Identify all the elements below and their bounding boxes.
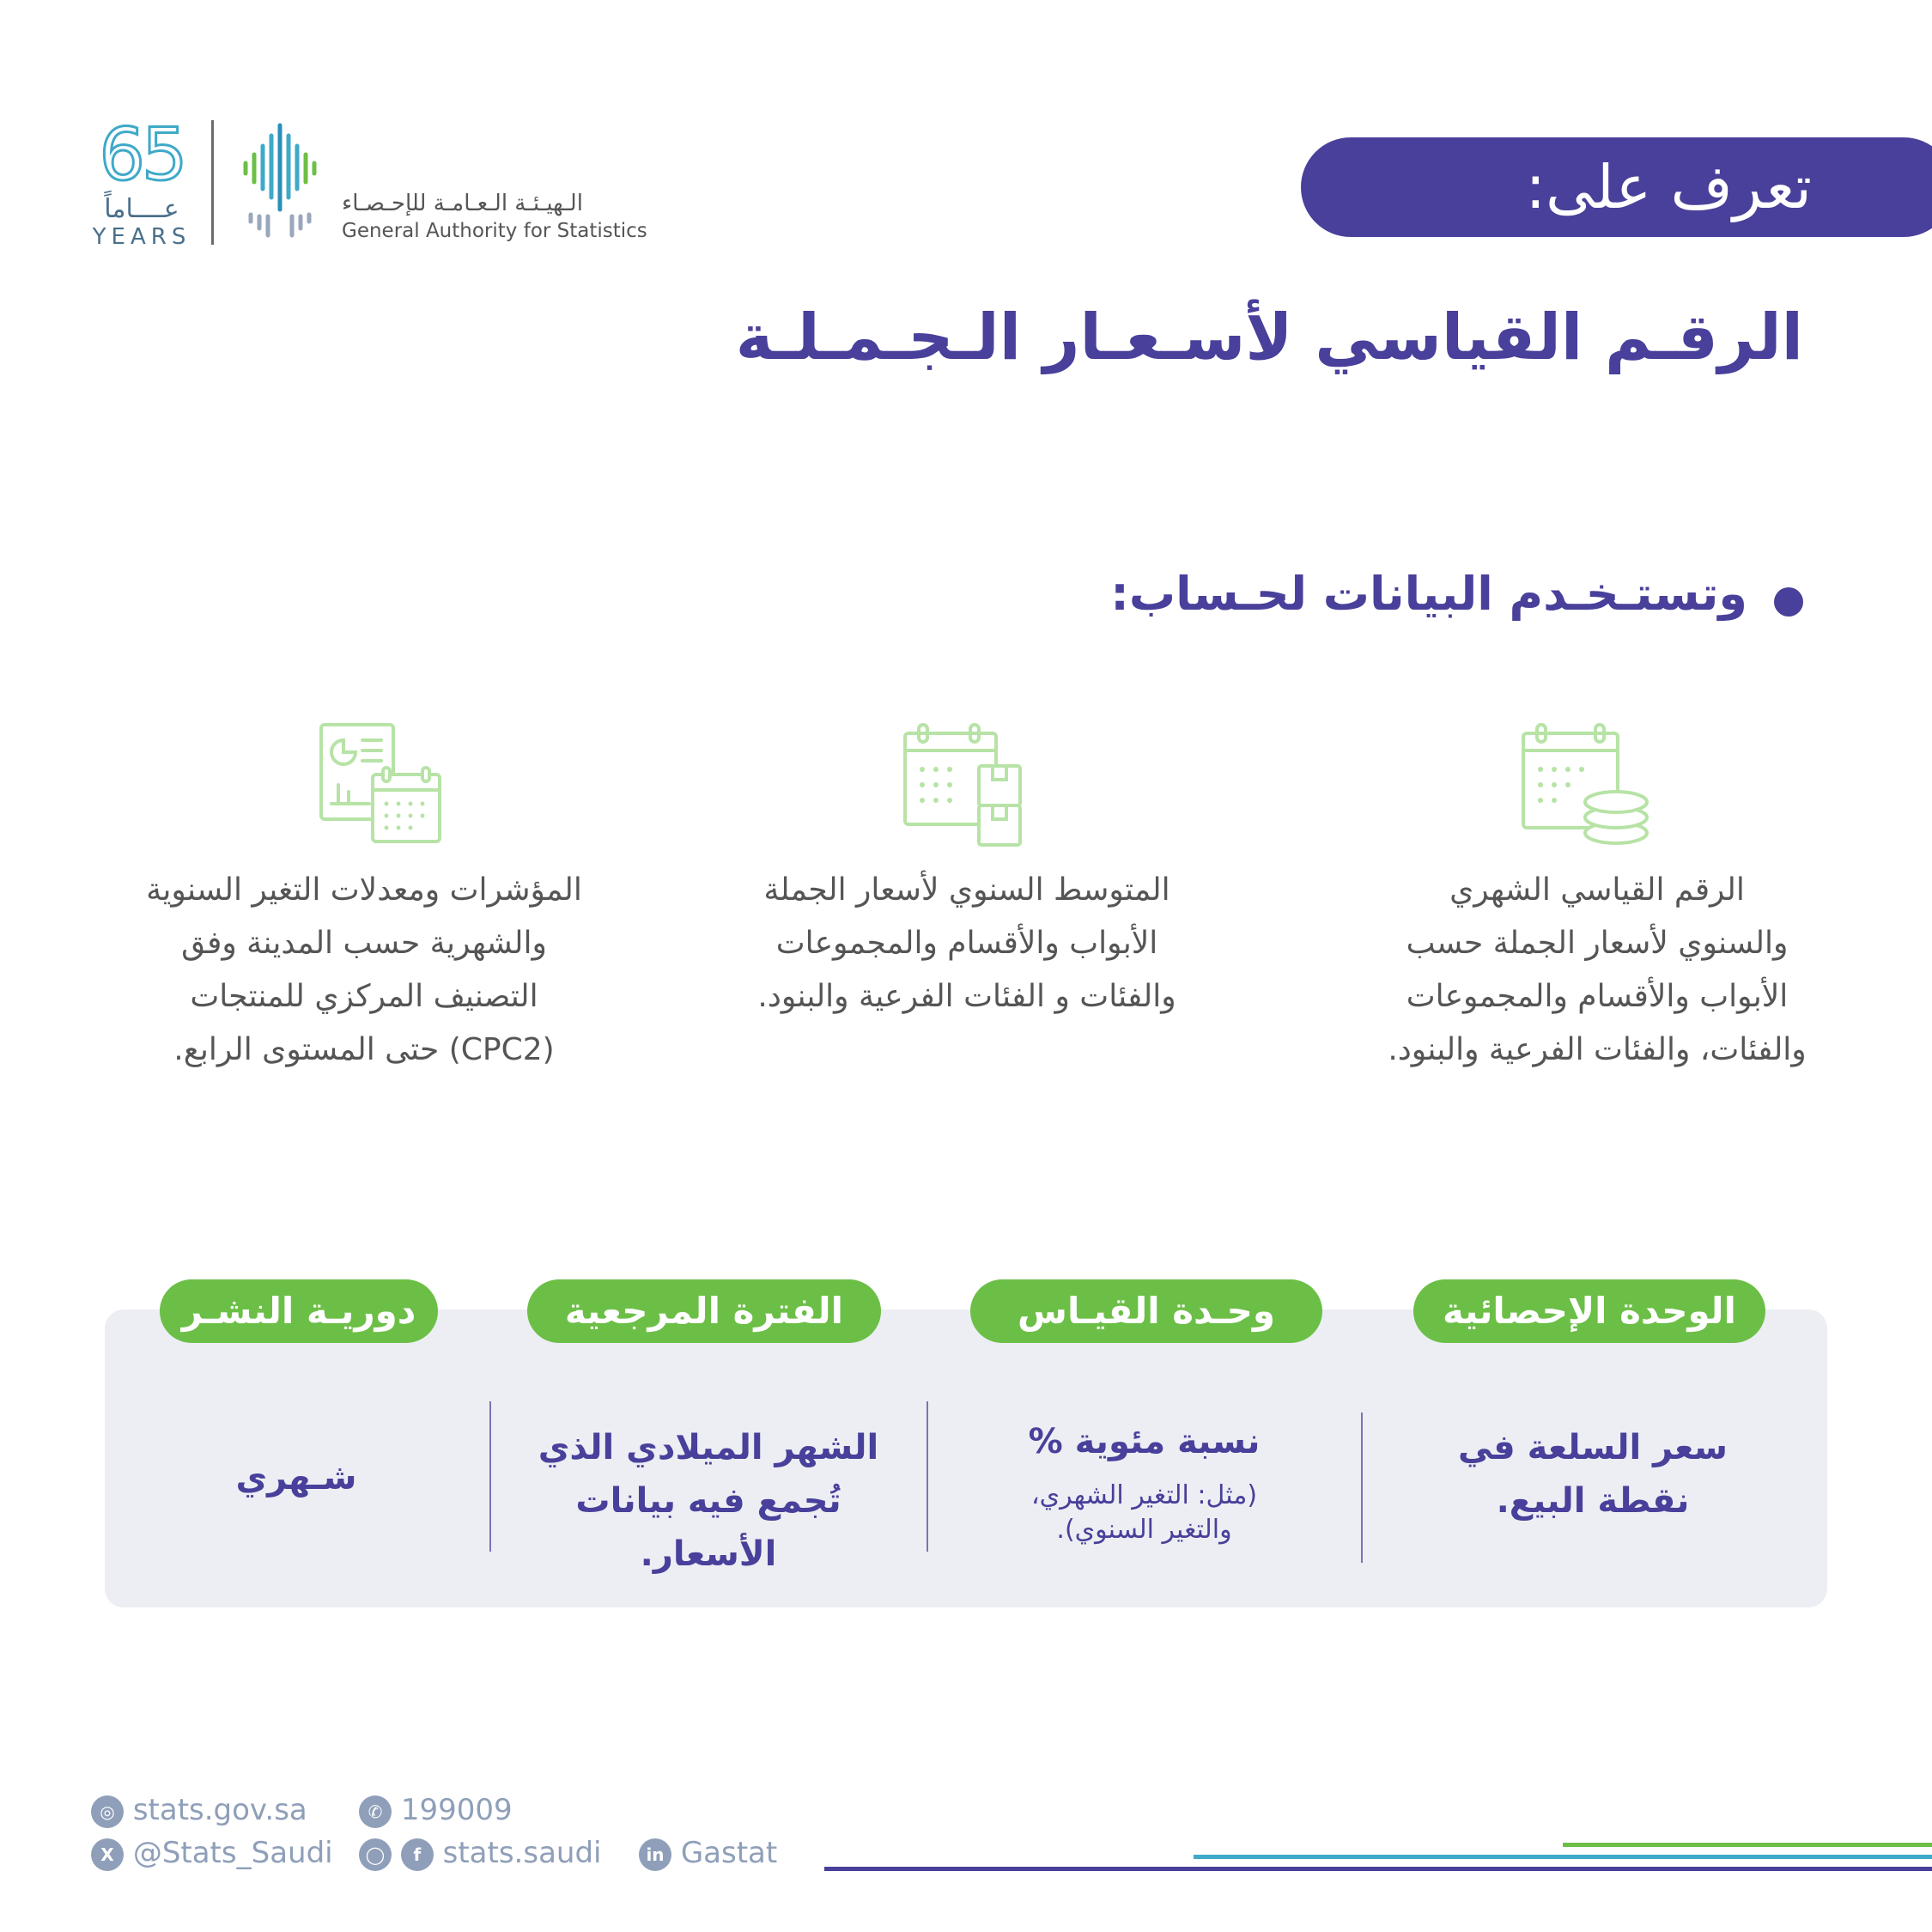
bullet-dot [1774,587,1803,617]
globe-icon: ◎ [91,1795,124,1828]
facebook-icon: f [401,1838,434,1871]
x-handle-text: @Stats_Saudi [132,1836,333,1870]
feature-line: الأبواب والأقسام والمجموعات [1406,979,1789,1014]
gastat-logo-icon [239,120,325,242]
column-divider [927,1401,928,1552]
value-reference-period [502,1421,914,1581]
linkedin-text: Gastat [680,1836,778,1870]
instagram-icon: ◯ [359,1838,392,1871]
social-link[interactable] [359,1836,601,1871]
phone-icon: ✆ [359,1795,392,1828]
value-measurement-unit [940,1415,1348,1547]
tag-reference-period: الفترة المرجعية [527,1279,881,1343]
anniversary-en: YEARS [92,224,191,250]
tag-measurement-unit: وحـدة القيـاس [970,1279,1322,1343]
value-publication-frequency [137,1451,455,1504]
feature-text-monthly-index [1331,864,1863,1077]
anniversary-number: 65 [99,112,185,197]
linkedin-link[interactable] [639,1836,777,1871]
tag-publication-frequency: دوريـة النشـر [160,1279,438,1343]
decor-line-green [1563,1843,1932,1847]
value-line: الشهر الميلادي الذي [538,1428,879,1467]
feature-line: الرقم القياسي الشهري [1449,872,1745,908]
value-line: شـهري [235,1458,357,1498]
value-line: تُجمع فيه بيانات الأسعار. [575,1481,841,1574]
linkedin-icon: in [639,1838,671,1871]
calendar-box-icon [902,721,1039,850]
phone-link[interactable] [359,1793,513,1828]
feature-line: والفئات، والفئات الفرعية والبنود. [1388,1032,1807,1067]
feature-line: والفئات و الفئات الفرعية والبنود. [757,979,1176,1014]
value-line: نسبة مئوية % [1028,1422,1261,1461]
feature-line: (CPC2) حتى المستوى الرابع. [173,1032,555,1067]
feature-line: الأبواب والأقسام والمجموعات [775,926,1158,961]
value-statistical-unit [1374,1421,1812,1528]
phone-text: 199009 [400,1793,513,1827]
value-line: نقطة البيع. [1496,1481,1690,1521]
calendar-coins-icon [1520,721,1657,850]
bullet-heading: وتستـخـدم البيانات لحـساب: [1110,567,1747,621]
feature-line: المؤشرات ومعدلات التغير السنوية [146,872,582,908]
anniversary-logo [86,112,197,250]
website-text: stats.gov.sa [132,1793,307,1827]
feature-line: المتوسط السنوي لأسعار الجملة [763,872,1170,908]
column-divider [489,1401,491,1552]
decor-line-blue [1194,1855,1932,1859]
report-calendar-icon [318,721,455,850]
org-name-ar: الـهيـئـة الـعـامـة للإحـصـاء [342,191,583,216]
feature-line: التصنيف المركزي للمنتجات [190,979,538,1014]
org-name-en: General Authority for Statistics [342,220,647,242]
logo-divider [211,120,214,245]
note-line: والتغير السنوي). [1056,1515,1232,1545]
note-line: (مثل: التغير الشهري، [1030,1480,1258,1510]
intro-pill: تعرف على: [1301,137,1932,237]
anniversary-ar: عــــاماً [104,194,179,224]
website-link[interactable] [91,1793,307,1828]
tag-statistical-unit: الوحدة الإحصائية [1413,1279,1765,1343]
x-icon: X [91,1838,124,1871]
page-title: الرقـم القياسي لأسـعـار الـجـمـلـة [735,301,1803,374]
decor-line-purple [824,1867,1932,1871]
feature-line: والسنوي لأسعار الجملة حسب [1406,926,1789,961]
value-line: سعر السلعة في [1458,1428,1728,1467]
feature-line: والشهرية حسب المدينة وفق [181,926,547,961]
column-divider [1361,1413,1363,1563]
x-link[interactable] [91,1836,333,1871]
social-handle-text: stats.saudi [442,1836,602,1870]
feature-text-indicators [98,864,630,1077]
feature-text-annual-average [701,864,1233,1024]
